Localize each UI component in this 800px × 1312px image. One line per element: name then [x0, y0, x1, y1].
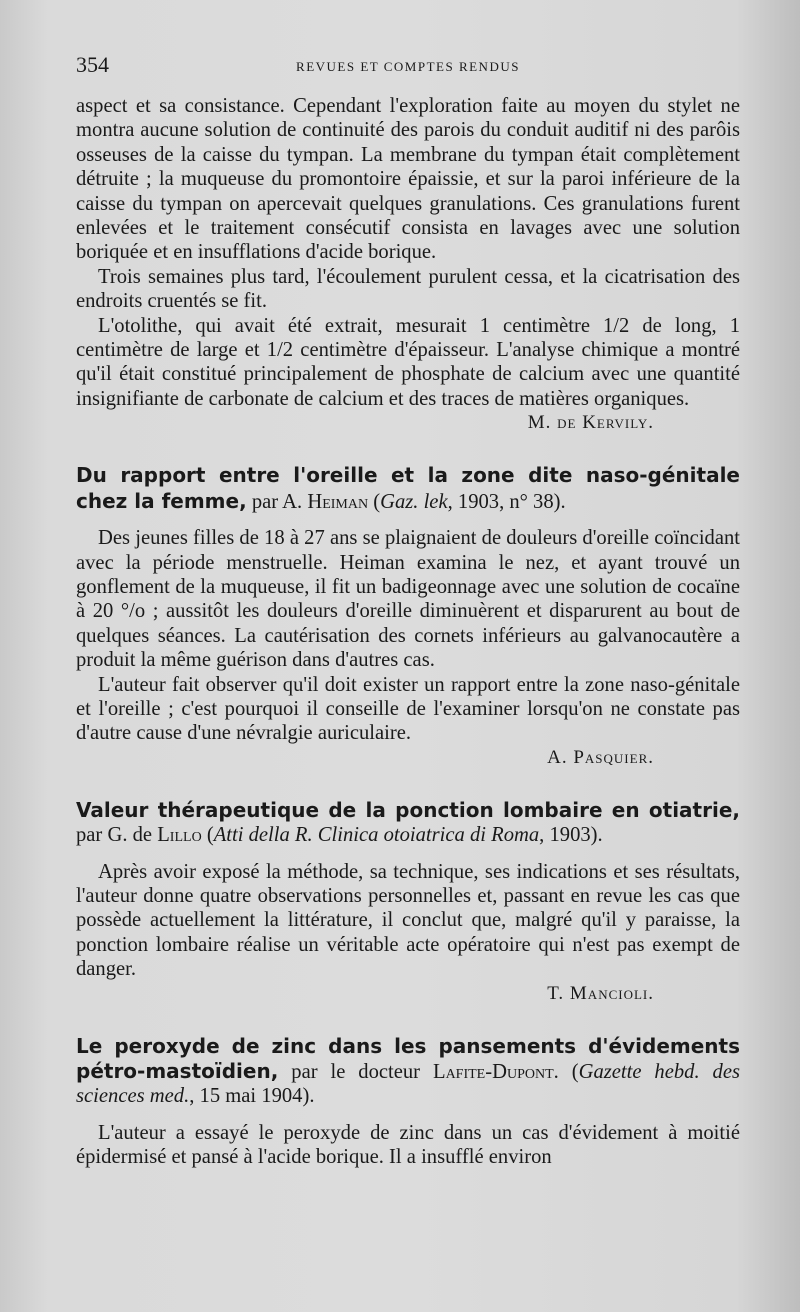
review-kervily [76, 94, 740, 435]
source-journal: Gaz. lek [380, 490, 448, 513]
source-journal: Atti della R. Clinica otoiatrica di Roma [213, 824, 540, 847]
author-prefix: par A. [251, 490, 303, 513]
page-header [76, 52, 740, 82]
source-details: , 15 mai 1904). [189, 1085, 315, 1108]
article-title: Valeur thérapeutique de la ponction lombaire en otiatrie, [76, 797, 740, 822]
signature: A. Pasquier. [547, 746, 654, 768]
source-details: , 1903). [539, 824, 603, 847]
paragraph: L'auteur fait observer qu'il doit exister un rapport entre la zone naso-génitale et l'oreille ; c'est pourquoi il conseille de l'examiner lorsqu'on ne constate pas d'autre cause d'une névralgie auriculaire. [76, 673, 740, 745]
page-number: 354 [76, 52, 109, 77]
review-lafite-dupont [76, 1034, 740, 1170]
author-prefix: par G. de [76, 824, 153, 847]
paragraph: Des jeunes filles de 18 à 27 ans se plaignaient de douleurs d'oreille coïncidant avec la période menstruelle. Heiman examina le nez, et ayant trouvé un gonflement de la muqueuse, il fit un badigeonnage avec une solution de cocaïne à 20 °/o ; aussitôt les douleurs d'oreille diminuèrent et disparurent au bout de quelques séances. La cautérisation des cornets inférieurs au galvanocautère a produit la même guérison dans d'autres cas. [76, 527, 740, 672]
article-heading: Du rapport entre l'oreille et la zone dite naso-génitale chez la femme, par A. Heiman (Gaz. lek, 1903, n° 38). [76, 463, 740, 513]
paragraph: Trois semaines plus tard, l'écoulement purulent cessa, et la cicatrisation des endroits cruentés se fit. [76, 265, 740, 313]
paragraph: Après avoir exposé la méthode, sa technique, ses indications et ses résultats, l'auteur donne quatre observations personnelles et, passant en revue les cas que possède actuellement la littérature, il conclut que, malgré qu'il y paraisse, la ponction lombaire réalise un véritable acte opératoire qui n'est pas exempt de danger. [76, 860, 740, 981]
author-name: Lillo [157, 824, 202, 847]
source-details: , 1903, n° 38). [447, 490, 566, 513]
article-heading: Valeur thérapeutique de la ponction lombaire en otiatrie, par G. de Lillo (Atti della R. Clinica otoiatrica di Roma, 1903). [76, 797, 740, 847]
paragraph: L'otolithe, qui avait été extrait, mesurait 1 centimètre 1/2 de long, 1 centimètre de large et 1/2 centimètre d'épaisseur. L'analyse chimique a montré qu'il était constitué principalement de phosphate de calcium avec une quantité insignifiante de carbonate de calcium et des traces de matières organiques. [76, 314, 740, 410]
signature: T. Mancioli. [547, 982, 654, 1004]
paragraph: L'auteur a essayé le peroxyde de zinc dans un cas d'évidement à moitié épidermisé et pansé à l'acide borique. Il a insufflé environ [76, 1121, 740, 1169]
source-journal: Gazette hebd. des sciences med. [76, 1061, 740, 1108]
author-name: Lafite-Dupont. [432, 1061, 559, 1083]
page-content [76, 94, 740, 1170]
paragraph: aspect et sa consistance. Cependant l'exploration faite au moyen du stylet ne montra aucune solution de continuité des parois du conduit auditif ni des parôis osseuses de la caisse du tympan. La membrane du tympan était complètement détruite ; la muqueuse du promontoire épaissie, et sur la paroi inférieure de la caisse du tympan on apercevait quelques granulations. Ces granulations furent enlevées et le traitement consécutif consista en lavages avec une solution boriquée et en insufflations d'acide borique. [76, 95, 740, 264]
article-title: Du rapport entre l'oreille et la zone dite naso-génitale chez la femme, [76, 463, 740, 513]
author-prefix: par le docteur [291, 1061, 421, 1083]
article-title: Le peroxyde de zinc dans les pansements d'évidements pétro-mastoïdien, [76, 1033, 740, 1083]
author-name: Heiman [307, 490, 369, 513]
signature: M. de Kervily. [527, 412, 654, 434]
review-heiman [76, 463, 740, 769]
review-lillo [76, 798, 740, 1006]
article-heading: Le peroxyde de zinc dans les pansements d'évidements pétro-mastoïdien, par le docteur Lafite-Dupont. (Gazette hebd. des sciences med., 15 mai 1904). [76, 1033, 740, 1108]
running-title: REVUES ET COMPTES RENDUS [296, 59, 520, 74]
